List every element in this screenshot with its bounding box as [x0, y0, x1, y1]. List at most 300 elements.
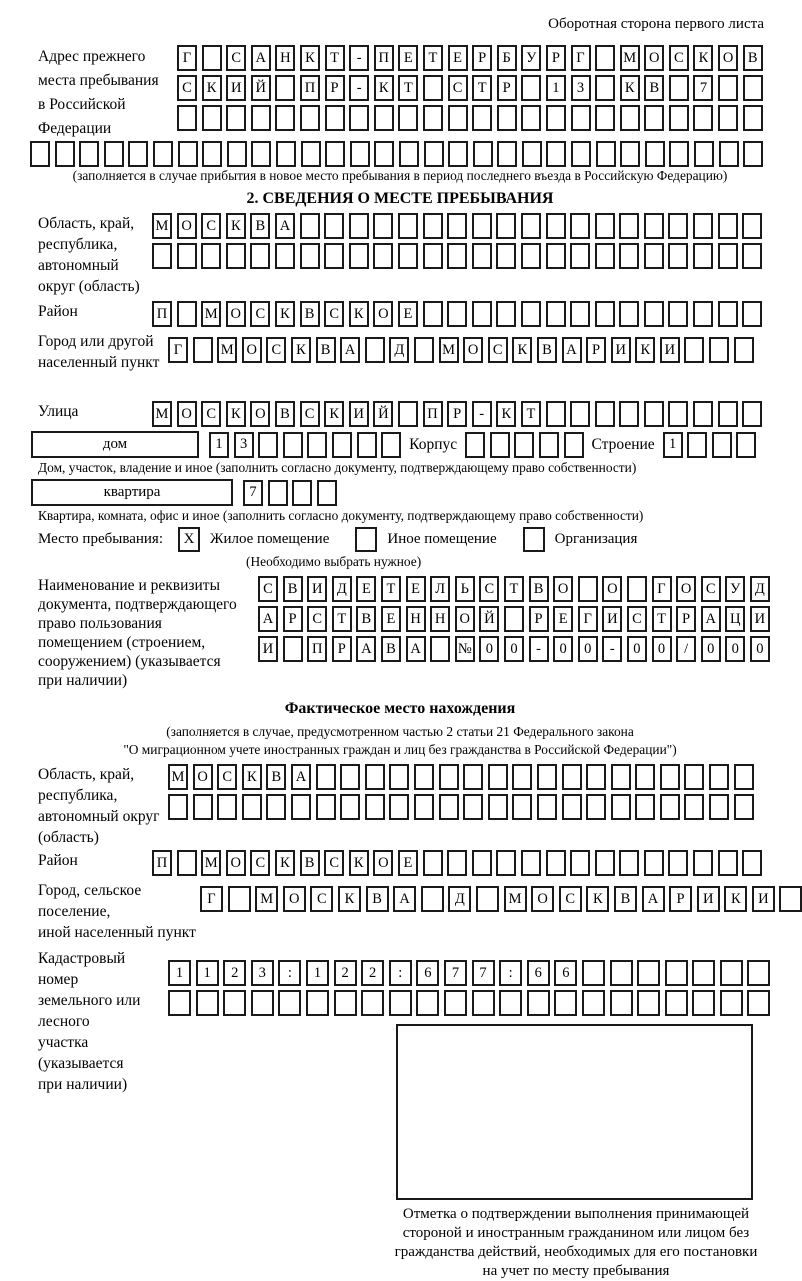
char-cell[interactable]: К [338, 886, 361, 912]
char-cell[interactable] [472, 243, 492, 269]
char-cell[interactable] [465, 432, 485, 458]
char-cell[interactable] [423, 301, 443, 327]
char-cell[interactable]: Й [479, 606, 499, 632]
char-cell[interactable]: Т [325, 45, 345, 71]
char-cell[interactable]: И [307, 576, 327, 602]
char-cell[interactable]: / [676, 636, 696, 662]
char-cell[interactable]: - [472, 401, 492, 427]
char-cell[interactable] [496, 301, 516, 327]
char-cell[interactable] [349, 213, 369, 239]
char-cell[interactable] [684, 794, 704, 820]
char-cell[interactable]: К [275, 301, 295, 327]
char-cell[interactable] [684, 337, 704, 363]
char-cell[interactable]: С [701, 576, 721, 602]
char-cell[interactable] [644, 401, 664, 427]
char-cell[interactable] [317, 480, 337, 506]
char-cell[interactable]: А [393, 886, 416, 912]
char-cell[interactable]: И [226, 75, 246, 101]
char-cell[interactable]: Е [381, 606, 401, 632]
char-cell[interactable] [687, 432, 707, 458]
char-cell[interactable] [223, 990, 246, 1016]
char-cell[interactable] [340, 794, 360, 820]
char-cell[interactable]: Г [177, 45, 197, 71]
char-cell[interactable] [472, 990, 495, 1016]
char-cell[interactable]: Г [571, 45, 591, 71]
char-cell[interactable]: 1 [209, 432, 229, 458]
char-cell[interactable] [152, 243, 172, 269]
char-cell[interactable]: С [488, 337, 508, 363]
char-cell[interactable]: 1 [663, 432, 683, 458]
char-cell[interactable] [718, 105, 738, 131]
char-cell[interactable]: И [602, 606, 622, 632]
char-cell[interactable] [610, 960, 633, 986]
char-cell[interactable]: Т [504, 576, 524, 602]
char-cell[interactable] [504, 606, 524, 632]
char-cell[interactable]: К [300, 45, 320, 71]
char-cell[interactable] [595, 105, 615, 131]
char-cell[interactable] [570, 850, 590, 876]
char-cell[interactable] [747, 990, 770, 1016]
char-cell[interactable] [527, 990, 550, 1016]
char-cell[interactable]: И [349, 401, 369, 427]
char-cell[interactable] [447, 850, 467, 876]
char-cell[interactable]: Р [529, 606, 549, 632]
char-cell[interactable] [444, 990, 467, 1016]
char-cell[interactable]: Е [398, 850, 418, 876]
char-cell[interactable] [521, 243, 541, 269]
char-cell[interactable] [168, 794, 188, 820]
char-cell[interactable] [414, 764, 434, 790]
char-cell[interactable]: Н [430, 606, 450, 632]
char-cell[interactable] [742, 301, 762, 327]
char-cell[interactable] [361, 990, 384, 1016]
char-cell[interactable] [104, 141, 124, 167]
char-cell[interactable] [693, 243, 713, 269]
char-cell[interactable]: Р [586, 337, 606, 363]
char-cell[interactable] [488, 794, 508, 820]
char-cell[interactable] [497, 105, 517, 131]
char-cell[interactable] [635, 764, 655, 790]
char-cell[interactable]: О [373, 301, 393, 327]
char-cell[interactable] [578, 576, 598, 602]
char-cell[interactable]: Р [472, 45, 492, 71]
char-cell[interactable] [719, 141, 739, 167]
char-cell[interactable]: В [537, 337, 557, 363]
char-cell[interactable] [463, 764, 483, 790]
char-cell[interactable]: 0 [627, 636, 647, 662]
char-cell[interactable]: К [349, 850, 369, 876]
char-cell[interactable] [718, 213, 738, 239]
char-cell[interactable]: 0 [750, 636, 770, 662]
char-cell[interactable] [537, 794, 557, 820]
char-cell[interactable] [178, 141, 198, 167]
char-cell[interactable] [742, 213, 762, 239]
char-cell[interactable] [349, 243, 369, 269]
char-cell[interactable]: О [602, 576, 622, 602]
char-cell[interactable]: 6 [527, 960, 550, 986]
char-cell[interactable]: Е [356, 576, 376, 602]
char-cell[interactable] [718, 850, 738, 876]
char-cell[interactable] [430, 636, 450, 662]
char-cell[interactable]: С [201, 401, 221, 427]
char-cell[interactable]: О [531, 886, 554, 912]
char-cell[interactable]: М [201, 301, 221, 327]
char-cell[interactable] [734, 764, 754, 790]
char-cell[interactable] [292, 480, 312, 506]
char-cell[interactable] [635, 794, 655, 820]
char-cell[interactable] [620, 105, 640, 131]
char-cell[interactable]: А [562, 337, 582, 363]
char-cell[interactable] [227, 141, 247, 167]
char-cell[interactable] [627, 576, 647, 602]
char-cell[interactable] [275, 75, 295, 101]
char-cell[interactable] [537, 764, 557, 790]
char-cell[interactable] [660, 764, 680, 790]
char-cell[interactable] [424, 141, 444, 167]
char-cell[interactable]: О [226, 301, 246, 327]
char-cell[interactable] [747, 960, 770, 986]
char-cell[interactable]: К [226, 213, 246, 239]
char-cell[interactable] [742, 401, 762, 427]
char-cell[interactable]: О [242, 337, 262, 363]
char-cell[interactable] [546, 243, 566, 269]
char-cell[interactable]: 0 [553, 636, 573, 662]
char-cell[interactable] [365, 337, 385, 363]
char-cell[interactable] [168, 990, 191, 1016]
char-cell[interactable] [490, 432, 510, 458]
char-cell[interactable] [447, 213, 467, 239]
checkbox-inoe-pomeshchenie[interactable] [355, 527, 377, 552]
char-cell[interactable]: : [499, 960, 522, 986]
char-cell[interactable]: В [283, 576, 303, 602]
char-cell[interactable]: Н [406, 606, 426, 632]
char-cell[interactable] [283, 432, 303, 458]
char-cell[interactable] [718, 243, 738, 269]
char-cell[interactable]: М [504, 886, 527, 912]
char-cell[interactable] [193, 794, 213, 820]
char-cell[interactable] [217, 794, 237, 820]
char-cell[interactable]: 0 [578, 636, 598, 662]
char-cell[interactable] [779, 886, 802, 912]
char-cell[interactable] [595, 45, 615, 71]
char-cell[interactable] [439, 794, 459, 820]
char-cell[interactable]: И [752, 886, 775, 912]
char-cell[interactable] [644, 243, 664, 269]
char-cell[interactable] [448, 141, 468, 167]
char-cell[interactable]: 0 [725, 636, 745, 662]
char-cell[interactable] [357, 432, 377, 458]
char-cell[interactable] [570, 401, 590, 427]
char-cell[interactable]: 2 [361, 960, 384, 986]
char-cell[interactable]: К [724, 886, 747, 912]
char-cell[interactable] [463, 794, 483, 820]
char-cell[interactable]: С [217, 764, 237, 790]
char-cell[interactable]: Т [652, 606, 672, 632]
char-cell[interactable]: П [374, 45, 394, 71]
char-cell[interactable]: Г [168, 337, 188, 363]
char-cell[interactable] [669, 105, 689, 131]
char-cell[interactable] [177, 105, 197, 131]
char-cell[interactable]: К [512, 337, 532, 363]
char-cell[interactable] [684, 764, 704, 790]
char-cell[interactable]: Д [448, 886, 471, 912]
char-cell[interactable] [554, 990, 577, 1016]
char-cell[interactable]: С [669, 45, 689, 71]
char-cell[interactable] [562, 794, 582, 820]
char-cell[interactable]: И [697, 886, 720, 912]
char-cell[interactable]: В [250, 213, 270, 239]
char-cell[interactable] [570, 301, 590, 327]
char-cell[interactable]: К [620, 75, 640, 101]
char-cell[interactable] [668, 243, 688, 269]
char-cell[interactable]: К [291, 337, 311, 363]
char-cell[interactable] [709, 764, 729, 790]
char-cell[interactable] [669, 75, 689, 101]
char-cell[interactable]: Ц [725, 606, 745, 632]
char-cell[interactable]: 7 [693, 75, 713, 101]
char-cell[interactable]: М [168, 764, 188, 790]
char-cell[interactable] [226, 243, 246, 269]
char-cell[interactable] [693, 401, 713, 427]
char-cell[interactable]: С [627, 606, 647, 632]
char-cell[interactable] [668, 213, 688, 239]
char-cell[interactable]: М [255, 886, 278, 912]
char-cell[interactable] [177, 850, 197, 876]
char-cell[interactable]: И [660, 337, 680, 363]
char-cell[interactable]: И [258, 636, 278, 662]
char-cell[interactable] [546, 105, 566, 131]
char-cell[interactable] [595, 401, 615, 427]
char-cell[interactable] [497, 141, 517, 167]
char-cell[interactable]: Д [750, 576, 770, 602]
char-cell[interactable] [398, 105, 418, 131]
char-cell[interactable]: Й [251, 75, 271, 101]
char-cell[interactable] [665, 990, 688, 1016]
char-cell[interactable] [665, 960, 688, 986]
char-cell[interactable]: М [201, 850, 221, 876]
char-cell[interactable] [709, 337, 729, 363]
char-cell[interactable] [414, 337, 434, 363]
char-cell[interactable] [595, 850, 615, 876]
char-cell[interactable] [472, 213, 492, 239]
char-cell[interactable] [644, 850, 664, 876]
char-cell[interactable] [349, 105, 369, 131]
checkbox-organizatsiya[interactable] [523, 527, 545, 552]
char-cell[interactable] [693, 850, 713, 876]
char-cell[interactable]: О [373, 850, 393, 876]
char-cell[interactable] [595, 213, 615, 239]
char-cell[interactable]: Р [676, 606, 696, 632]
char-cell[interactable] [202, 105, 222, 131]
char-cell[interactable]: Е [448, 45, 468, 71]
char-cell[interactable] [316, 794, 336, 820]
char-cell[interactable]: 1 [546, 75, 566, 101]
char-cell[interactable]: С [310, 886, 333, 912]
char-cell[interactable] [512, 794, 532, 820]
char-cell[interactable]: 7 [472, 960, 495, 986]
char-cell[interactable] [546, 401, 566, 427]
char-cell[interactable] [619, 401, 639, 427]
char-cell[interactable] [374, 141, 394, 167]
char-cell[interactable] [250, 243, 270, 269]
char-cell[interactable] [546, 850, 566, 876]
char-cell[interactable] [644, 213, 664, 239]
char-cell[interactable]: 0 [479, 636, 499, 662]
char-cell[interactable] [381, 432, 401, 458]
char-cell[interactable]: В [743, 45, 763, 71]
char-cell[interactable]: К [324, 401, 344, 427]
char-cell[interactable] [595, 243, 615, 269]
char-cell[interactable]: К [635, 337, 655, 363]
char-cell[interactable] [595, 301, 615, 327]
char-cell[interactable] [743, 141, 763, 167]
char-cell[interactable]: О [250, 401, 270, 427]
char-cell[interactable]: 6 [416, 960, 439, 986]
char-cell[interactable] [177, 243, 197, 269]
char-cell[interactable] [734, 337, 754, 363]
char-cell[interactable] [736, 432, 756, 458]
char-cell[interactable]: Е [553, 606, 573, 632]
char-cell[interactable]: В [366, 886, 389, 912]
char-cell[interactable] [300, 213, 320, 239]
char-cell[interactable] [476, 886, 499, 912]
char-cell[interactable] [496, 213, 516, 239]
char-cell[interactable]: Р [546, 45, 566, 71]
char-cell[interactable]: : [278, 960, 301, 986]
char-cell[interactable] [742, 850, 762, 876]
char-cell[interactable] [571, 105, 591, 131]
char-cell[interactable] [300, 243, 320, 269]
char-cell[interactable]: С [250, 850, 270, 876]
char-cell[interactable] [389, 794, 409, 820]
char-cell[interactable] [414, 794, 434, 820]
char-cell[interactable]: В [300, 301, 320, 327]
char-cell[interactable] [399, 141, 419, 167]
char-cell[interactable]: Р [447, 401, 467, 427]
char-cell[interactable]: 1 [196, 960, 219, 986]
char-cell[interactable]: А [251, 45, 271, 71]
char-cell[interactable]: О [177, 213, 197, 239]
char-cell[interactable] [610, 990, 633, 1016]
char-cell[interactable]: К [586, 886, 609, 912]
char-cell[interactable]: П [152, 850, 172, 876]
char-cell[interactable]: У [521, 45, 541, 71]
char-cell[interactable] [201, 243, 221, 269]
char-cell[interactable] [79, 141, 99, 167]
char-cell[interactable]: В [529, 576, 549, 602]
char-cell[interactable] [325, 105, 345, 131]
char-cell[interactable] [644, 105, 664, 131]
char-cell[interactable] [522, 141, 542, 167]
char-cell[interactable] [586, 794, 606, 820]
char-cell[interactable]: В [300, 850, 320, 876]
char-cell[interactable] [334, 990, 357, 1016]
char-cell[interactable]: Т [332, 606, 352, 632]
char-cell[interactable]: Г [652, 576, 672, 602]
char-cell[interactable] [619, 213, 639, 239]
char-cell[interactable]: С [307, 606, 327, 632]
char-cell[interactable] [373, 213, 393, 239]
char-cell[interactable]: Т [423, 45, 443, 71]
char-cell[interactable] [718, 301, 738, 327]
char-cell[interactable]: С [300, 401, 320, 427]
char-cell[interactable]: О [193, 764, 213, 790]
char-cell[interactable]: О [644, 45, 664, 71]
char-cell[interactable] [251, 141, 271, 167]
char-cell[interactable] [644, 301, 664, 327]
char-cell[interactable] [521, 105, 541, 131]
char-cell[interactable] [350, 141, 370, 167]
char-cell[interactable] [472, 301, 492, 327]
char-cell[interactable] [611, 764, 631, 790]
char-cell[interactable]: К [275, 850, 295, 876]
char-cell[interactable] [512, 764, 532, 790]
char-cell[interactable] [619, 301, 639, 327]
char-cell[interactable]: В [275, 401, 295, 427]
char-cell[interactable] [226, 105, 246, 131]
char-cell[interactable]: К [349, 301, 369, 327]
char-cell[interactable]: П [152, 301, 172, 327]
char-cell[interactable]: Т [521, 401, 541, 427]
char-cell[interactable]: С [324, 850, 344, 876]
char-cell[interactable]: 3 [251, 960, 274, 986]
char-cell[interactable] [619, 850, 639, 876]
char-cell[interactable] [128, 141, 148, 167]
char-cell[interactable]: Й [373, 401, 393, 427]
char-cell[interactable] [278, 990, 301, 1016]
char-cell[interactable] [692, 960, 715, 986]
char-cell[interactable]: 2 [334, 960, 357, 986]
char-cell[interactable] [472, 105, 492, 131]
char-cell[interactable] [291, 794, 311, 820]
char-cell[interactable]: А [258, 606, 278, 632]
char-cell[interactable] [196, 990, 219, 1016]
char-cell[interactable] [546, 301, 566, 327]
char-cell[interactable]: 2 [223, 960, 246, 986]
char-cell[interactable] [521, 213, 541, 239]
char-cell[interactable]: И [750, 606, 770, 632]
char-cell[interactable] [447, 243, 467, 269]
char-cell[interactable]: А [275, 213, 295, 239]
char-cell[interactable] [283, 636, 303, 662]
char-cell[interactable] [668, 850, 688, 876]
char-cell[interactable] [668, 301, 688, 327]
char-cell[interactable]: О [283, 886, 306, 912]
char-cell[interactable]: О [718, 45, 738, 71]
char-cell[interactable] [546, 213, 566, 239]
char-cell[interactable]: Е [398, 301, 418, 327]
char-cell[interactable] [499, 990, 522, 1016]
char-cell[interactable] [316, 764, 336, 790]
char-cell[interactable]: К [693, 45, 713, 71]
char-cell[interactable] [365, 794, 385, 820]
char-cell[interactable]: 7 [243, 480, 263, 506]
char-cell[interactable]: 0 [701, 636, 721, 662]
char-cell[interactable] [660, 794, 680, 820]
char-cell[interactable] [324, 213, 344, 239]
char-cell[interactable] [521, 301, 541, 327]
char-cell[interactable] [645, 141, 665, 167]
char-cell[interactable] [389, 990, 412, 1016]
char-cell[interactable]: С [250, 301, 270, 327]
char-cell[interactable] [709, 794, 729, 820]
char-cell[interactable] [423, 243, 443, 269]
char-cell[interactable] [153, 141, 173, 167]
char-cell[interactable] [365, 764, 385, 790]
char-cell[interactable]: Р [325, 75, 345, 101]
char-cell[interactable]: В [316, 337, 336, 363]
char-cell[interactable] [693, 301, 713, 327]
